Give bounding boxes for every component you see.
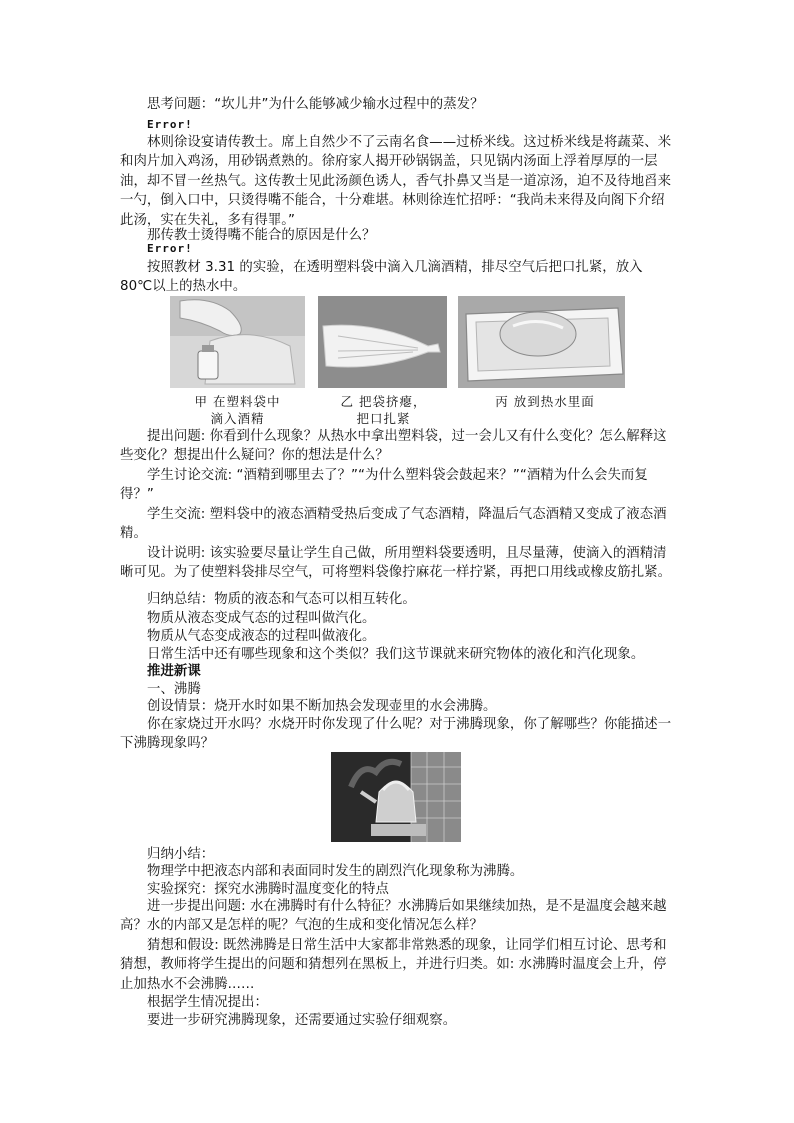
photo-drip-alcohol bbox=[170, 296, 305, 388]
experiment-inquiry: 实验探究：探究水沸腾时温度变化的特点 bbox=[147, 882, 389, 897]
caption-b-line1: 乙 把袋挤瘪， bbox=[340, 394, 427, 409]
definition-liquefaction: 物质从气态变成液态的过程叫做液化。 bbox=[147, 629, 376, 644]
boiling-questions: 你在家烧过开水吗？水烧开时你发现了什么呢？对于沸腾现象，你了解哪些？你能描述一下沸腾现象吗？ bbox=[120, 717, 672, 752]
lesson-intro: 日常生活中还有哪些现象和这个类似？我们这节课就来研究物体的液化和汽化现象。 bbox=[147, 647, 645, 662]
summary-label: 归纳小结： bbox=[147, 847, 215, 862]
student-discussion: 学生讨论交流: “酒精到哪里去了？”“为什么塑料袋会鼓起来？”“酒精为什么会失而复得？” bbox=[120, 468, 648, 503]
based-on-students: 根据学生情况提出： bbox=[147, 995, 268, 1010]
error-field-2: Error! bbox=[147, 242, 193, 255]
raise-question: 提出问题: 你看到什么现象？从热水中拿出塑料袋，过一会儿又有什么变化？怎么解释这些变化？想提出什么疑问？你的想法是什么？ bbox=[120, 429, 667, 464]
further-questions: 进一步提出问题: 水在沸腾时有什么特征？水沸腾后如果继续加热，是不是温度会越来越高？水的内部又是怎样的呢？气泡的生成和变化情况怎么样？ bbox=[120, 899, 667, 934]
photo-squeezed-bag bbox=[318, 296, 447, 388]
design-note: 设计说明: 该实验要尽量让学生自己做，所用塑料袋要透明，且尽量薄，使滴入的酒精清晰可见。为了使塑料袋排尽空气，可将塑料袋像拧麻花一样拧紧，再把口用线或橡皮筋扎紧。 bbox=[120, 546, 672, 581]
photo-hot-water-tray bbox=[458, 296, 625, 388]
definition-vaporization: 物质从液态变成气态的过程叫做汽化。 bbox=[147, 611, 376, 626]
caption-c-line1: 丙 放到热水里面 bbox=[495, 394, 595, 409]
story-paragraph: 林则徐设宴请传教士。席上自然少不了云南名食——过桥米线。这过桥米线是将蔬菜、米和肉片加入鸡汤，用砂锅煮熟的。徐府家人揭开砂锅锅盖，只见锅内汤面上浮着厚厚的一层油，却不冒一丝热气。这传教士见此汤颜色诱人，香气扑鼻又当是一道凉汤，迫不及待地舀来一勺，倒入口中，只烫得嘴不能合，十分难堪。林则徐连忙招呼：“我尚未来得及向阁下介绍此汤，实在失礼，多有得罪。” bbox=[120, 135, 672, 228]
photo-boiling-kettle bbox=[331, 752, 461, 842]
section-boiling: 一、沸腾 bbox=[147, 682, 201, 697]
error-field-1: Error! bbox=[147, 118, 193, 131]
question-burn-reason: 那传教士烫得嘴不能合的原因是什么？ bbox=[147, 228, 376, 243]
caption-photo-c bbox=[470, 393, 620, 410]
section-new-lesson: 推进新课 bbox=[147, 664, 201, 679]
definition-boiling: 物理学中把液态内部和表面同时发生的剧烈汽化现象称为沸腾。 bbox=[147, 864, 524, 879]
hypothesis: 猜想和假设: 既然沸腾是日常生活中大家都非常熟悉的现象，让同学们相互讨论、思考和猜想，教师将学生提出的问题和猜想列在黑板上，并进行归类。如: 水沸腾时温度会上升，停止加热水不会沸腾…… bbox=[120, 938, 667, 992]
caption-photo-b bbox=[326, 393, 441, 427]
caption-b-line2: 把口扎紧 bbox=[356, 411, 411, 426]
summary-conversion: 归纳总结：物质的液态和气态可以相互转化。 bbox=[147, 592, 416, 607]
student-exchange: 学生交流: 塑料袋中的液态酒精受热后变成了气态酒精，降温后气态酒精又变成了液态酒精。 bbox=[120, 507, 667, 542]
caption-photo-a bbox=[180, 393, 295, 427]
question-kanerjing: 思考问题：“坎儿井”为什么能够减少输水过程中的蒸发？ bbox=[147, 97, 484, 112]
caption-a-line2: 滴入酒精 bbox=[210, 411, 265, 426]
experiment-instructions: 按照教材 3.31 的实验，在透明塑料袋中滴入几滴酒精，排尽空气后把口扎紧，放入 80℃以上的热水中。 bbox=[120, 260, 643, 295]
further-study: 要进一步研究沸腾现象，还需要通过实验仔细观察。 bbox=[147, 1013, 457, 1028]
scenario-setting: 创设情景：烧开水时如果不断加热会发现壶里的水会沸腾。 bbox=[147, 699, 497, 714]
caption-a-line1: 甲 在塑料袋中 bbox=[194, 394, 281, 409]
